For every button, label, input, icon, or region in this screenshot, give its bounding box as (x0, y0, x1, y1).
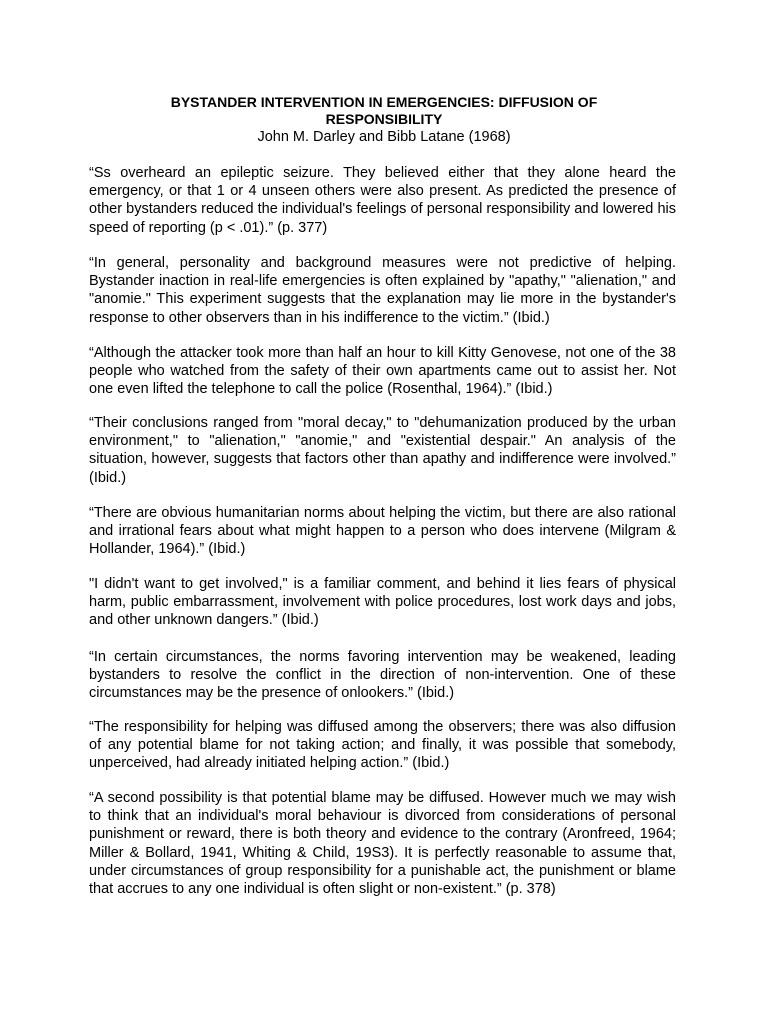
quote-paragraph-6: "I didn't want to get involved," is a familiar comment, and behind it lies fears of physical harm, public embarrassment, involvement with police procedures, lost work days and jobs, and other unknown dangers.” (Ibid.) (89, 576, 676, 629)
quote-paragraph-3: “Although the attacker took more than half an hour to kill Kitty Genovese, not one of the 38 people who watched from the safety of their own apartments came out to assist her. Not one even lifted the telephone to call the police (Rosenthal, 1964).” (Ibid.) (89, 345, 676, 398)
document-title-line-2: RESPONSIBILITY (325, 111, 443, 127)
authors-line: John M. Darley and Bibb Latane (1968) (257, 129, 511, 145)
quote-paragraph-5: “There are obvious humanitarian norms about helping the victim, but there are also rational and irrational fears about what might happen to a person who does intervene (Milgram & Hollander, 1964).” (Ibid.) (89, 505, 676, 558)
quote-paragraph-1: “Ss overheard an epileptic seizure. They believed either that they alone heard the emergency, or that 1 or 4 unseen others were also present. As predicted the presence of other bystanders reduced the individual's feelings of personal responsibility and lowered his speed of reporting (p < .01).” (p. 377) (89, 165, 676, 236)
quote-paragraph-7: “In certain circumstances, the norms favoring intervention may be weakened, leading bystanders to resolve the conflict in the direction of non-intervention. One of these circumstances may be the presence of onlookers.” (Ibid.) (89, 649, 676, 702)
quote-paragraph-9: “A second possibility is that potential blame may be diffused. However much we may wish to think that an individual's moral behaviour is divorced from considerations of personal punishment or reward, there is both theory and evidence to the contrary (Aronfreed, 1964; Miller & Bollard, 1941, Whiting & Child, 19S3). It is perfectly reasonable to assume that, under circumstances of group responsibility for a punishable act, the punishment or blame that accrues to any one individual is often slight or non-existent.” (p. 378) (89, 790, 676, 898)
quote-paragraph-4: “Their conclusions ranged from "moral decay," to "dehumanization produced by the urban environment," to "alienation," "anomie," and "existential despair." An analysis of the situation, however, suggests that factors other than apathy and indifference were involved.” (Ibid.) (89, 415, 676, 486)
quote-paragraph-8: “The responsibility for helping was diffused among the observers; there was also diffusion of any potential blame for not taking action; and finally, it was possible that somebody, unperceived, had already initiated helping action.” (Ibid.) (89, 719, 676, 772)
quote-paragraph-2: “In general, personality and background measures were not predictive of helping. Bystander inaction in real-life emergencies is often explained by "apathy," "alienation," and "anomie." This experiment suggests that the explanation may lie more in the bystander's response to other observers than in his indifference to the victim.” (Ibid.) (89, 255, 676, 326)
document-title-line-1: BYSTANDER INTERVENTION IN EMERGENCIES: DIFFUSION OF (170, 94, 598, 110)
